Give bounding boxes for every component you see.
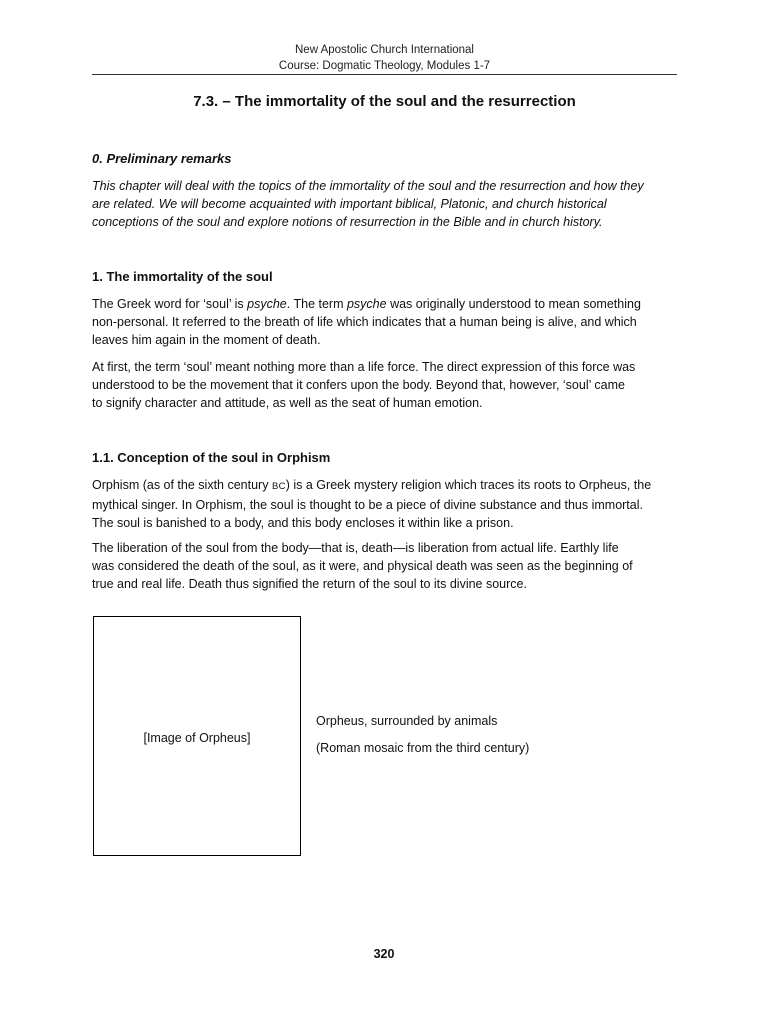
section-heading: 0. Preliminary remarks bbox=[92, 151, 232, 166]
paragraph-line: understood to be the movement that it confers upon the body. Beyond that, however, ‘soul’ came bbox=[92, 378, 625, 393]
orpheus-image-frame bbox=[93, 616, 301, 856]
caption-title: Orpheus, surrounded by animals bbox=[316, 714, 498, 728]
section-preliminary-paragraph bbox=[92, 177, 682, 232]
paragraph-line: leaves him again in the moment of death. bbox=[92, 333, 321, 348]
running-header bbox=[92, 42, 677, 74]
paragraph-line: true and real life. Death thus signified the return of the soul to its divine source. bbox=[92, 577, 527, 592]
section-preliminary-heading bbox=[92, 150, 682, 168]
paragraph-line bbox=[92, 476, 682, 496]
paragraph-line: At first, the term ‘soul’ meant nothing more than a life force. The direct expression of this force was bbox=[92, 360, 636, 374]
text-run: Orphism (as of the sixth century bbox=[92, 478, 272, 492]
image-placeholder-label: [Image of Orpheus] bbox=[143, 731, 251, 745]
text-run: ) is a Greek mystery religion which traces its roots to Orpheus, the bbox=[285, 478, 652, 492]
paragraph-line: mythical singer. In Orphism, the soul is thought to be a piece of divine substance and thus immortal. bbox=[92, 498, 643, 513]
section-heading: 1.1. Conception of the soul in Orphism bbox=[92, 450, 331, 465]
text-run: was originally understood to mean something bbox=[386, 297, 641, 311]
era-abbreviation: BC bbox=[271, 481, 286, 492]
italic-term: psyche bbox=[346, 297, 387, 311]
paragraph-line: The soul is banished to a body, and this body encloses it within like a prison. bbox=[92, 516, 514, 531]
section-orphism-heading bbox=[92, 449, 682, 467]
section-immortality-heading bbox=[92, 268, 682, 286]
section-orphism-paragraph-2 bbox=[92, 539, 682, 594]
paragraph-line: conceptions of the soul and explore notions of resurrection in the Bible and in church history. bbox=[92, 215, 603, 230]
header-organization: New Apostolic Church International bbox=[295, 44, 474, 56]
section-immortality-paragraph-2 bbox=[92, 358, 682, 413]
paragraph-line: was considered the death of the soul, as it were, and physical death was seen as the beginning of bbox=[92, 559, 633, 574]
italic-term: psyche bbox=[247, 297, 287, 311]
paragraph-line: are related. We will become acquainted with important biblical, Platonic, and church historical bbox=[92, 197, 607, 212]
section-orphism-paragraph-1 bbox=[92, 476, 682, 533]
section-heading: 1. The immortality of the soul bbox=[92, 269, 273, 284]
paragraph-line bbox=[92, 295, 682, 313]
paragraph-line: non-personal. It referred to the breath of life which indicates that a human being is alive, and which bbox=[92, 315, 637, 330]
paragraph-line: to signify character and attitude, as well as the seat of human emotion. bbox=[92, 396, 483, 411]
section-immortality-paragraph-1 bbox=[92, 295, 682, 350]
figure-caption bbox=[316, 712, 676, 766]
text-run: The Greek word for ‘soul’ is bbox=[92, 297, 248, 311]
header-divider bbox=[92, 74, 677, 75]
header-course: Course: Dogmatic Theology, Modules 1-7 bbox=[278, 60, 491, 72]
paragraph-line: The liberation of the soul from the body—that is, death—is liberation from actual life. Earthly life bbox=[92, 541, 619, 555]
text-run: . The term bbox=[286, 297, 347, 311]
caption-source: (Roman mosaic from the third century) bbox=[316, 741, 530, 755]
paragraph-line: This chapter will deal with the topics of the immortality of the soul and the resurrection and how they bbox=[92, 179, 644, 193]
chapter-title: 7.3. – The immortality of the soul and the resurrection bbox=[193, 93, 576, 110]
page-number: 320 bbox=[373, 947, 395, 961]
